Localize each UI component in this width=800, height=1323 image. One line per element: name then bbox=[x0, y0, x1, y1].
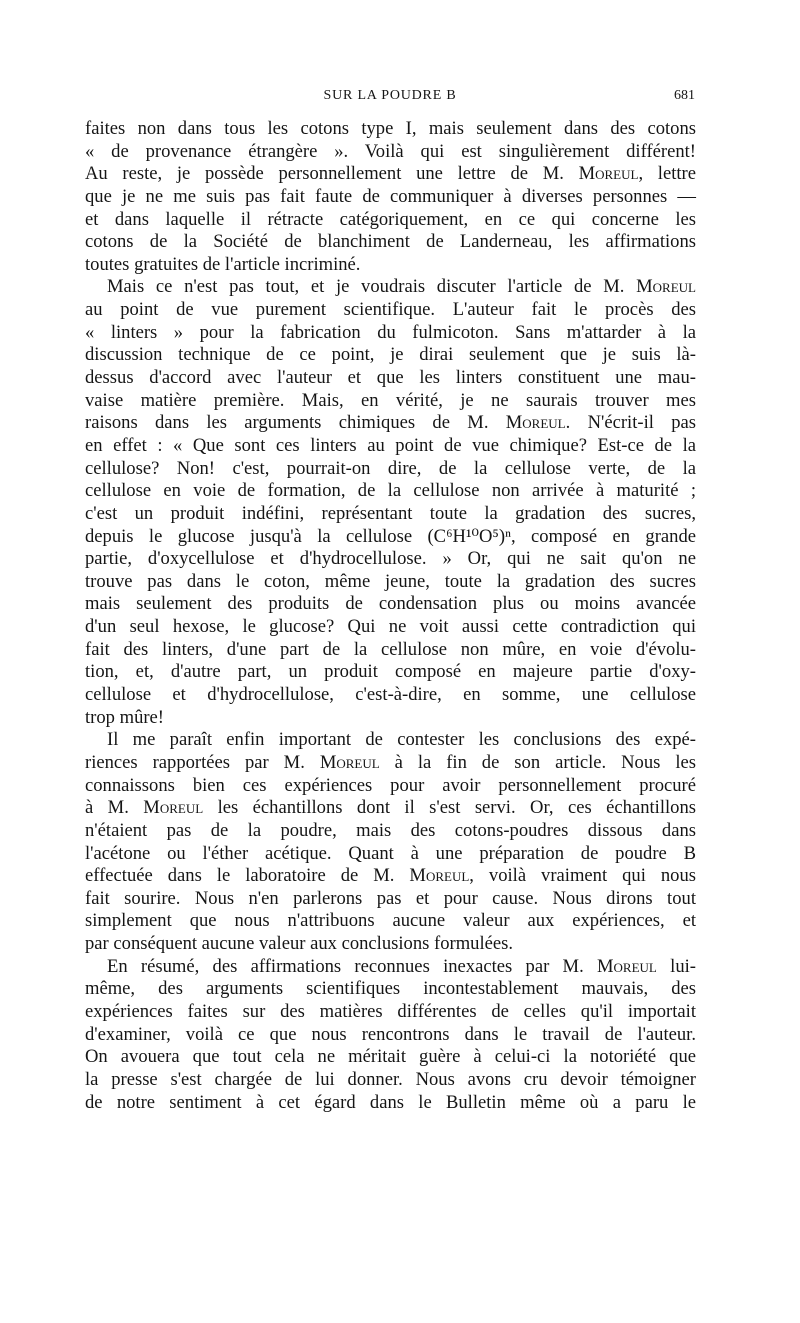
text-line: discussion technique de ce point, je dirai seulement que je suis là- bbox=[85, 344, 696, 366]
text-line: expériences faites sur des matières différentes de celles qu'il importait bbox=[85, 1000, 696, 1022]
text-line: faites non dans tous les cotons type I, mais seulement dans des cotons bbox=[85, 118, 696, 139]
text-line: On avouera que tout cela ne méritait guère à celui-ci la notoriété que bbox=[85, 1046, 696, 1068]
author-name: Moreul bbox=[578, 163, 639, 185]
text-line: « de provenance étrangère ». Voilà qui est singulièrement différent! bbox=[85, 140, 696, 162]
text-line: cotons de la Société de blanchiment de Landerneau, les affirmations bbox=[85, 231, 696, 253]
text-line: même, des arguments scientifiques incontestablement mauvais, des bbox=[85, 978, 696, 1000]
text-line: Mais ce n'est pas tout, et je voudrais discuter l'article de M. Moreul bbox=[107, 276, 696, 298]
text-line: cellulose? Non! c'est, pourrait-on dire, de la cellulose verte, de la bbox=[85, 457, 696, 479]
text-line: En résumé, des affirmations reconnues inexactes par M. Moreul lui- bbox=[107, 955, 696, 977]
text-line: trouve pas dans le coton, même jeune, toute la gradation des sucres bbox=[85, 570, 696, 592]
text-line: simplement que nous n'attribuons aucune valeur aux expériences, et bbox=[85, 910, 696, 932]
text-line: l'acétone ou l'éther acétique. Quant à une préparation de poudre B bbox=[85, 842, 696, 864]
author-name: Moreul bbox=[505, 412, 566, 434]
text-line: riences rapportées par M. Moreul à la fin de son article. Nous les bbox=[85, 751, 696, 773]
text-line: fait des linters, d'une part de la cellulose non mûre, en voie d'évolu- bbox=[85, 638, 696, 660]
text-line: d'un seul hexose, le glucose? Qui ne voit aussi cette contradiction qui bbox=[85, 616, 696, 638]
text-line: depuis le glucose jusqu'à la cellulose (C⁶H¹⁰O⁵)ⁿ, composé en grande bbox=[85, 525, 696, 547]
author-name: Moreul bbox=[143, 797, 204, 819]
body-text bbox=[85, 118, 696, 1114]
text-line: par conséquent aucune valeur aux conclusions formulées. bbox=[85, 933, 514, 955]
text-line: toutes gratuites de l'article incriminé. bbox=[85, 253, 361, 275]
text-line: effectuée dans le laboratoire de M. Moreul, voilà vraiment qui nous bbox=[85, 865, 696, 887]
text-line: partie, d'oxycellulose et d'hydrocellulose. » Or, qui ne sait qu'on ne bbox=[85, 548, 696, 570]
text-line: à M. Moreul les échantillons dont il s'est servi. Or, ces échantillons bbox=[85, 797, 696, 819]
author-name: Moreul bbox=[409, 865, 470, 887]
text-line: dessus d'accord avec l'auteur et que les linters constituent une mau- bbox=[85, 367, 696, 389]
text-line: la presse s'est chargée de lui donner. Nous avons cru devoir témoigner bbox=[85, 1068, 696, 1090]
text-line: d'examiner, voilà ce que nous rencontrons dans le travail de l'auteur. bbox=[85, 1023, 696, 1045]
text-line: cellulose en voie de formation, de la cellulose non arrivée à maturité ; bbox=[85, 480, 696, 502]
text-line: « linters » pour la fabrication du fulmicoton. Sans m'attarder à la bbox=[85, 321, 696, 343]
text-line: vaise matière première. Mais, en vérité, je ne saurais trouver mes bbox=[85, 389, 696, 411]
text-line: n'étaient pas de la poudre, mais des cotons-poudres dissous dans bbox=[85, 819, 696, 841]
page-number: 681 bbox=[674, 88, 695, 103]
text-line: de notre sentiment à cet égard dans le Bulletin même où a paru le bbox=[85, 1091, 696, 1113]
text-line: connaissons bien ces expériences pour avoir personnellement procuré bbox=[85, 774, 696, 796]
text-line: c'est un produit indéfini, représentant toute la gradation des sucres, bbox=[85, 502, 696, 524]
text-line: que je ne me suis pas fait faute de communiquer à diverses personnes — bbox=[85, 185, 696, 207]
text-line: raisons dans les arguments chimiques de M. Moreul. N'écrit-il pas bbox=[85, 412, 696, 434]
text-line: en effet : « Que sont ces linters au point de vue chimique? Est-ce de la bbox=[85, 434, 696, 456]
page-header bbox=[85, 88, 695, 108]
text-line: cellulose et d'hydrocellulose, c'est-à-dire, en somme, une cellulose bbox=[85, 684, 696, 706]
running-title: SUR LA POUDRE B bbox=[323, 88, 457, 103]
text-line: Il me paraît enfin important de contester les conclusions des expé- bbox=[107, 729, 696, 751]
author-name: Moreul bbox=[636, 276, 696, 298]
author-name: Moreul bbox=[319, 751, 380, 773]
text-line: et dans laquelle il rétracte catégoriquement, en ce qui concerne les bbox=[85, 208, 696, 230]
author-name: Moreul bbox=[597, 955, 657, 977]
text-line: fait sourire. Nous n'en parlerons pas et pour cause. Nous dirons tout bbox=[85, 887, 696, 909]
text-line: au point de vue purement scientifique. L'auteur fait le procès des bbox=[85, 299, 696, 321]
text-line: mais seulement des produits de condensation plus ou moins avancée bbox=[85, 593, 696, 615]
text-line: tion, et, d'autre part, un produit composé en majeure partie d'oxy- bbox=[85, 661, 696, 683]
text-line: Au reste, je possède personnellement une lettre de M. Moreul, lettre bbox=[85, 163, 696, 185]
text-line: trop mûre! bbox=[85, 706, 164, 728]
